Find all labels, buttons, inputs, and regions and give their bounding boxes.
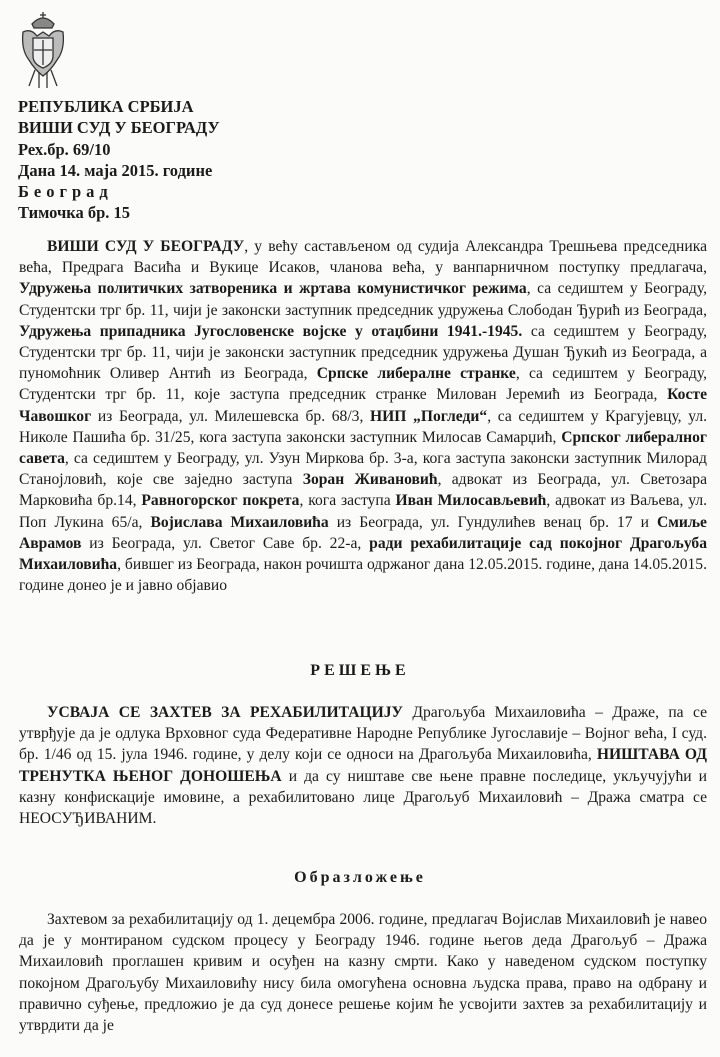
reasoning-paragraph (19, 909, 707, 1036)
intro-text: Косте Чавошког (19, 386, 707, 425)
intro-text: Удружења припадника Југословенске војске у отаџбини 1941.-1945. (19, 322, 523, 340)
header-court-name: ВИШИ СУД У БЕОГРАДУ (18, 118, 220, 138)
intro-text: Српског либералног савета (19, 428, 707, 468)
intro-text: , адвокат из Београда, ул. Светозара Марковића бр.14, (19, 471, 707, 510)
ruling-text: НИШТАВА ОД ТРЕНУТКА ЊЕНОГ ДОНОШЕЊА (19, 746, 707, 785)
intro-text: из Београда, ул. Светог Саве бр. 22-а, (81, 534, 370, 552)
serbian-coat-of-arms-icon (17, 10, 69, 90)
intro-text: Равногорског покрета (141, 492, 300, 510)
intro-text: , бившег из Београда, након рочишта одржаног дана 12.05.2015. године, дана 14.05.2015. године донео је и јавно објавио (19, 556, 707, 595)
intro-text: Смиље Аврамов (19, 513, 707, 552)
intro-text: НИП „Погледи“ (370, 407, 488, 425)
header-republic: РЕПУБЛИКА СРБИЈА (18, 97, 194, 116)
intro-text: , са седиштем у Крагујевцу, ул. Николе Пашића бр. 31/25, кога заступа законски заступник Милосав Самарџић, (19, 407, 707, 446)
ruling-text: и да су ништаве све њене правне последице, укључујући и казну конфискације имовине, а рехабилитовано лице Драгољуб Михаиловић – Дража сматра се НЕОСУЂИВАНИМ. (19, 767, 707, 828)
header-case-number: Рех.бр. 69/10 (18, 139, 111, 159)
header-city: Београд (18, 182, 113, 202)
intro-text: ВИШИ СУД У БЕОГРАДУ (47, 238, 245, 255)
intro-text: , са седиштем у Београду, Студентски трг бр. 11, чији је законски заступник председник удружења Слободан Ђурић из Београда, (19, 280, 707, 319)
intro-text: , са седиштем у Београду, ул. Узун Миркова бр. 3-а, кога заступа законски заступник Милорад Станојловић, које све заједно заступа (19, 450, 707, 489)
intro-text: са седиштем у Београду, Студентски трг бр. 11, чији је законски заступник председник удружења Душан Ђукић из Београда, а пуномоћник Оливер Антић из Београда, (19, 322, 707, 383)
ruling-text: УСВАЈА СЕ ЗАХТЕВ ЗА РЕХАБИЛИТАЦИЈУ (47, 704, 403, 721)
intro-text: , адвокат из Ваљева, ул. Поп Лукина 65/а, (19, 492, 708, 531)
intro-text: из Београда, ул. Гундулићев венац бр. 17 и (328, 513, 658, 531)
intro-text: Војислава Михаиловића (150, 513, 329, 531)
intro-text: из Београда, ул. Милешевска бр. 68/3, (91, 407, 371, 425)
ruling-text: Драгољуба Михаиловића – Драже, па се утврђује да је одлука Врховног суда Федеративне Народне Републике Југославије – Војног већа, I суд. бр. 1/46 од 15. јула 1946. године, у делу који се односи на Драгољуба Михаиловића, (19, 704, 707, 764)
ruling-heading: РЕШЕЊЕ (310, 662, 410, 679)
reasoning-heading: Образложење (294, 869, 426, 886)
intro-text: , са седиштем у Београду, Студентски трг бр. 11, које заступа председник странке Милован Јеремић из Београда, (19, 365, 707, 404)
intro-text: , кога заступа (299, 492, 396, 510)
header-date: Дана 14. маја 2015. године (18, 160, 213, 180)
header-address: Тимочка бр. 15 (18, 203, 131, 223)
intro-text: Српске либералне странке (316, 365, 516, 383)
ruling-paragraph (19, 702, 707, 829)
intro-text: Зоран Живановић (302, 471, 438, 489)
reasoning-text: Захтевом за рехабилитацију од 1. децембра 2006. године, предлагач Војислав Михаиловић је навео да је у монтираном судском процесу у Београду 1946. године његов деда Драгољуб – Дража Михаиловић проглашен кривим и осуђен на казну смрти. Како у наведеном судском поступку покојном Драгољубу Михаиловићу нису била омогућена основна људска права, право на одбрану и правично суђење, предложио је да суд донесе решење којим ће усвојити захтев за рехабилитацију и утврдити да је (19, 911, 707, 1035)
intro-paragraph (19, 236, 707, 596)
intro-text: Иван Милосављевић (395, 492, 547, 510)
court-header (18, 96, 220, 224)
intro-text: Удружења политичких затвореника и жртава комунистичког режима (19, 280, 527, 298)
intro-text: , у већу састављеном од судија Александра Трешњева председника већа, Предрага Васића и Вукице Исаков, чланова већа, у ванпарничном поступку предлагача, (19, 238, 707, 277)
intro-text: ради рехабилитације сад покојног Драгољуба Михаиловића (19, 534, 708, 574)
